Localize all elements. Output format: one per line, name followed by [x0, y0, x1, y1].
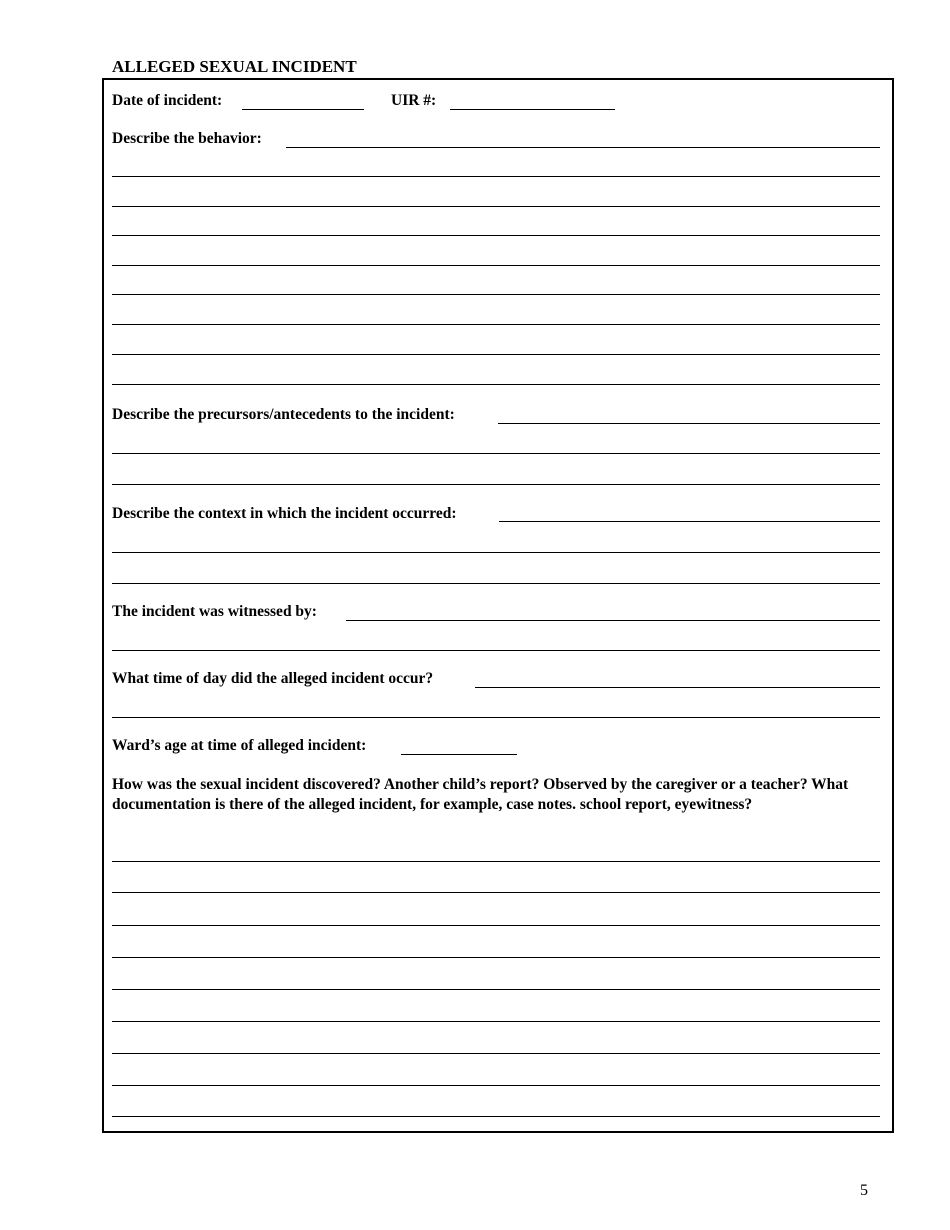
- discovery-line[interactable]: [112, 892, 880, 893]
- behavior-line[interactable]: [112, 324, 880, 325]
- ward-age-label: Ward’s age at time of alleged incident:: [112, 737, 367, 754]
- behavior-line[interactable]: [112, 176, 880, 177]
- context-line[interactable]: [112, 583, 880, 584]
- uir-field[interactable]: [450, 109, 615, 110]
- uir-label: UIR #:: [391, 92, 437, 109]
- behavior-field[interactable]: [286, 147, 880, 148]
- precursors-field[interactable]: [498, 423, 880, 424]
- time-of-day-line[interactable]: [112, 717, 880, 718]
- behavior-line[interactable]: [112, 235, 880, 236]
- time-of-day-label: What time of day did the alleged incident occur?: [112, 670, 434, 687]
- describe-behavior-label: Describe the behavior:: [112, 130, 262, 147]
- discovery-line[interactable]: [112, 1053, 880, 1054]
- discovery-question: How was the sexual incident discovered? Another child’s report? Observed by the caregiver or a teacher? What documentation is there of the alleged incident, for example, case notes. school report, eyewitness?: [112, 776, 849, 813]
- discovery-line[interactable]: [112, 925, 880, 926]
- witnessed-by-field[interactable]: [346, 620, 880, 621]
- form-title: ALLEGED SEXUAL INCIDENT: [112, 57, 357, 76]
- time-of-day-field[interactable]: [475, 687, 880, 688]
- context-field[interactable]: [499, 521, 880, 522]
- date-of-incident-field[interactable]: [242, 109, 364, 110]
- discovery-line[interactable]: [112, 861, 880, 862]
- behavior-line[interactable]: [112, 354, 880, 355]
- page-number: 5: [860, 1182, 868, 1199]
- behavior-line[interactable]: [112, 384, 880, 385]
- date-of-incident-label: Date of incident:: [112, 92, 223, 109]
- witnessed-by-line[interactable]: [112, 650, 880, 651]
- discovery-line[interactable]: [112, 1116, 880, 1117]
- behavior-line[interactable]: [112, 294, 880, 295]
- ward-age-field[interactable]: [401, 754, 517, 755]
- precursors-line[interactable]: [112, 484, 880, 485]
- behavior-line[interactable]: [112, 265, 880, 266]
- context-line[interactable]: [112, 552, 880, 553]
- discovery-line[interactable]: [112, 957, 880, 958]
- precursors-line[interactable]: [112, 453, 880, 454]
- context-label: Describe the context in which the incident occurred:: [112, 505, 457, 522]
- witnessed-by-label: The incident was witnessed by:: [112, 603, 317, 620]
- precursors-label: Describe the precursors/antecedents to the incident:: [112, 406, 455, 423]
- discovery-line[interactable]: [112, 1085, 880, 1086]
- behavior-line[interactable]: [112, 206, 880, 207]
- discovery-line[interactable]: [112, 989, 880, 990]
- discovery-line[interactable]: [112, 1021, 880, 1022]
